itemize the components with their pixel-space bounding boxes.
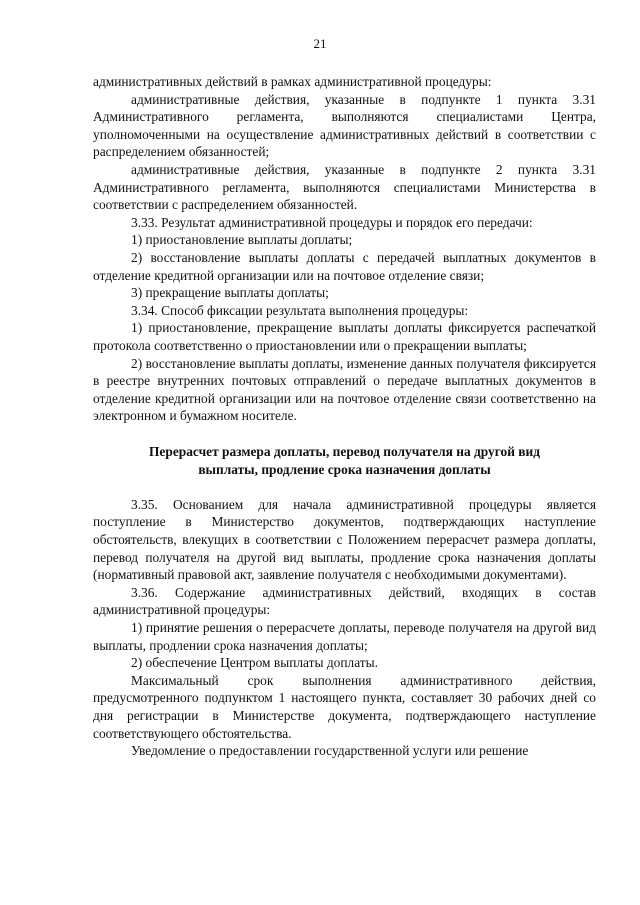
page-number: 21 — [313, 36, 327, 51]
paragraph: 3.34. Способ фиксации результата выполнения процедуры: — [131, 302, 469, 318]
paragraph: административных действий в рамках административной процедуры: — [93, 74, 492, 89]
paragraph: Уведомление о предоставлении государственной услуги или решение — [131, 743, 529, 759]
paragraph: 3.35. Основанием для начала административной процедуры является поступление в Министерство документов, подтверждающих наступление обстоятельств, влекущих в соответствии с Положением перерасчет размера доплаты, перевод получателя на другой вид выплаты, продление срока назначения доплаты (нормативный правовой акт, заявление получателя с необходимыми документами). — [93, 496, 596, 583]
paragraph: 2) обеспечение Центром выплаты доплаты. — [131, 655, 378, 671]
paragraph: Максимальный срок выполнения административного действия, предусмотренного подпунктом 1 настоящего пункта, составляет 30 рабочих дней со дня регистрации в Министерстве документа, подтверждающего наступление соответствующего обстоятельства. — [93, 672, 596, 741]
paragraph: административные действия, указанные в подпункте 2 пункта 3.31 Административного регламента, выполняются специалистами Министерства в соответствии с распределением обязанностей. — [93, 161, 596, 213]
paragraph: 1) приостановление, прекращение выплаты доплаты фиксируется распечаткой протокола соответственно о приостановлении или о прекращении выплаты; — [93, 320, 596, 353]
paragraph: 3) прекращение выплаты доплаты; — [131, 285, 329, 301]
paragraph: 2) восстановление выплаты доплаты, изменение данных получателя фиксируется в реестре внутренних почтовых отправлений о передаче выплатных документов в отделение кредитной организации или на почтовое отделение связи соответственно на электронном и бумажном носителе. — [93, 355, 596, 424]
paragraphs-bottom — [93, 496, 596, 760]
paragraph: 1) приостановление выплаты доплаты; — [131, 232, 353, 248]
paragraph: 3.33. Результат административной процедуры и порядок его передачи: — [131, 214, 533, 230]
section-heading-line-1: Перерасчет размера доплаты, перевод получателя на другой вид — [149, 443, 540, 459]
paragraph: 3.36. Содержание административных действий, входящих в состав административной процедуры: — [93, 584, 596, 618]
paragraph: 1) принятие решения о перерасчете доплаты, переводе получателя на другой вид выплаты, продлении срока назначения доплаты; — [93, 620, 596, 653]
paragraph: административные действия, указанные в подпункте 1 пункта 3.31 Административного регламента, выполняются специалистами Центра, уполномоченными на осуществление административных действий в соответствии с распределением обязанностей; — [93, 91, 596, 160]
section-heading — [93, 443, 596, 479]
document-body — [93, 73, 596, 760]
paragraphs-top — [93, 73, 596, 425]
paragraph: 2) восстановление выплаты доплаты с передачей выплатных документов в отделение кредитной организации или на почтовое отделение связи; — [93, 249, 596, 283]
section-heading-line-2: выплаты, продление срока назначения доплаты — [198, 461, 491, 477]
